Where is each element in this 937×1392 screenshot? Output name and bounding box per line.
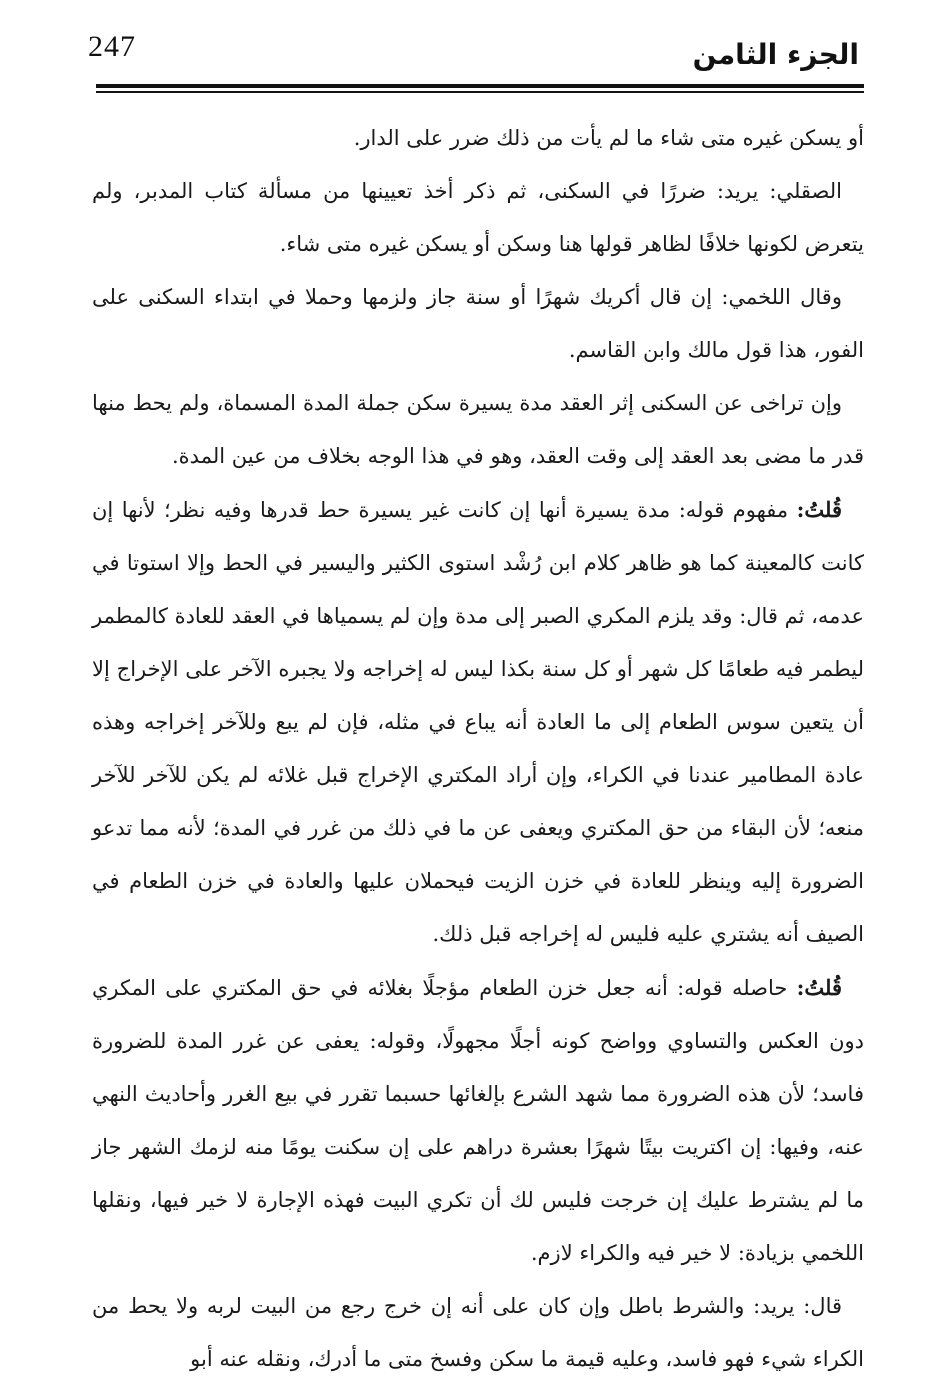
paragraph: قُلتُ: مفهوم قوله: مدة يسيرة أنها إن كانت غير يسيرة حط قدرها وفيه نظر؛ لأنها إن كانت كالمعينة كما هو ظاهر كلام ابن رُشْد استوى الكثير واليسير في الحط وإلا استوتا في عدمه، ثم قال: وقد يلزم المكري الصبر إلى مدة وإن لم يسمياها في العقد للعادة كالمطمر ليطمر فيه طعامًا كل شهر أو كل سنة بكذا ليس له إخراجه ولا يجبره الآخر على الإخراج إلا أن يتعين سوس الطعام إلى ما العادة أنه يباع في مثله، فإن لم يبع وللآخر إخراجه وهذه عادة المطامير عندنا في الكراء، وإن أراد المكتري الإخراج قبل غلائه لم يكن للآخر للآخر منعه؛ لأن البقاء من حق المكتري ويعفى عن ما في ذلك من غرر في المدة؛ لأنه مما تدعو الضرورة إليه وينظر للعادة في خزن الزيت فيحملان عليها والعادة في خزن الطعام في الصيف أنه يشتري عليه فليس له إخراجه قبل ذلك.: [92, 497, 864, 946]
paragraph: وإن تراخى عن السكنى إثر العقد مدة يسيرة سكن جملة المدة المسماة، ولم يحط منها قدر ما مضى بعد العقد إلى وقت العقد، وهو في هذا الوجه بخلاف من عين المدة.: [92, 391, 864, 468]
header-rule-thin: [96, 91, 864, 93]
paragraph: وقال اللخمي: إن قال أكريك شهرًا أو سنة جاز ولزمها وحملا في ابتداء السكنى على الفور، هذا قول مالك وابن القاسم.: [92, 285, 864, 362]
paragraph-lead: قُلتُ:: [796, 975, 842, 1000]
paragraph-lead: قُلتُ:: [796, 497, 842, 522]
header-rule-thick: [96, 84, 864, 88]
page-number: 247: [88, 30, 136, 63]
paragraph: الصقلي: يريد: ضررًا في السكنى، ثم ذكر أخذ تعيينها من مسألة كتاب المدبر، ولم يتعرض لكونها خلافًا لظاهر قولها هنا وسكن أو يسكن غيره متى شاء.: [92, 179, 864, 256]
paragraph: قال: يريد: والشرط باطل وإن كان على أنه إن خرج رجع من البيت لربه ولا يحط من الكراء شيء فهو فاسد، وعليه قيمة ما سكن وفسخ متى ما أدرك، ونقله عنه أبو: [92, 1294, 864, 1371]
paragraph: قُلتُ: حاصله قوله: أنه جعل خزن الطعام مؤجلًا بغلائه في حق المكتري على المكري دون العكس والتساوي وواضح كونه أجلًا مجهولًا، وقوله: يعفى عن غرر المدة للضرورة فاسد؛ لأن هذه الضرورة مما شهد الشرع بإلغائها حسبما تقرر في بيع الغرر وأحاديث النهي عنه، وفيها: إن اكتريت بيتًا شهرًا بعشرة دراهم على إن سكنت يومًا منه لزمك الشهر جاز ما لم يشترط عليك إن خرجت فليس لك أن تكري البيت فهذه الإجارة لا خير فيها، ونقلها اللخمي بزيادة: لا خير فيه والكراء لازم.: [92, 975, 864, 1265]
running-head: الجزء الثامن: [692, 38, 859, 71]
paragraph: أو يسكن غيره متى شاء ما لم يأت من ذلك ضرر على الدار.: [353, 126, 864, 150]
body-text: [92, 112, 864, 1386]
